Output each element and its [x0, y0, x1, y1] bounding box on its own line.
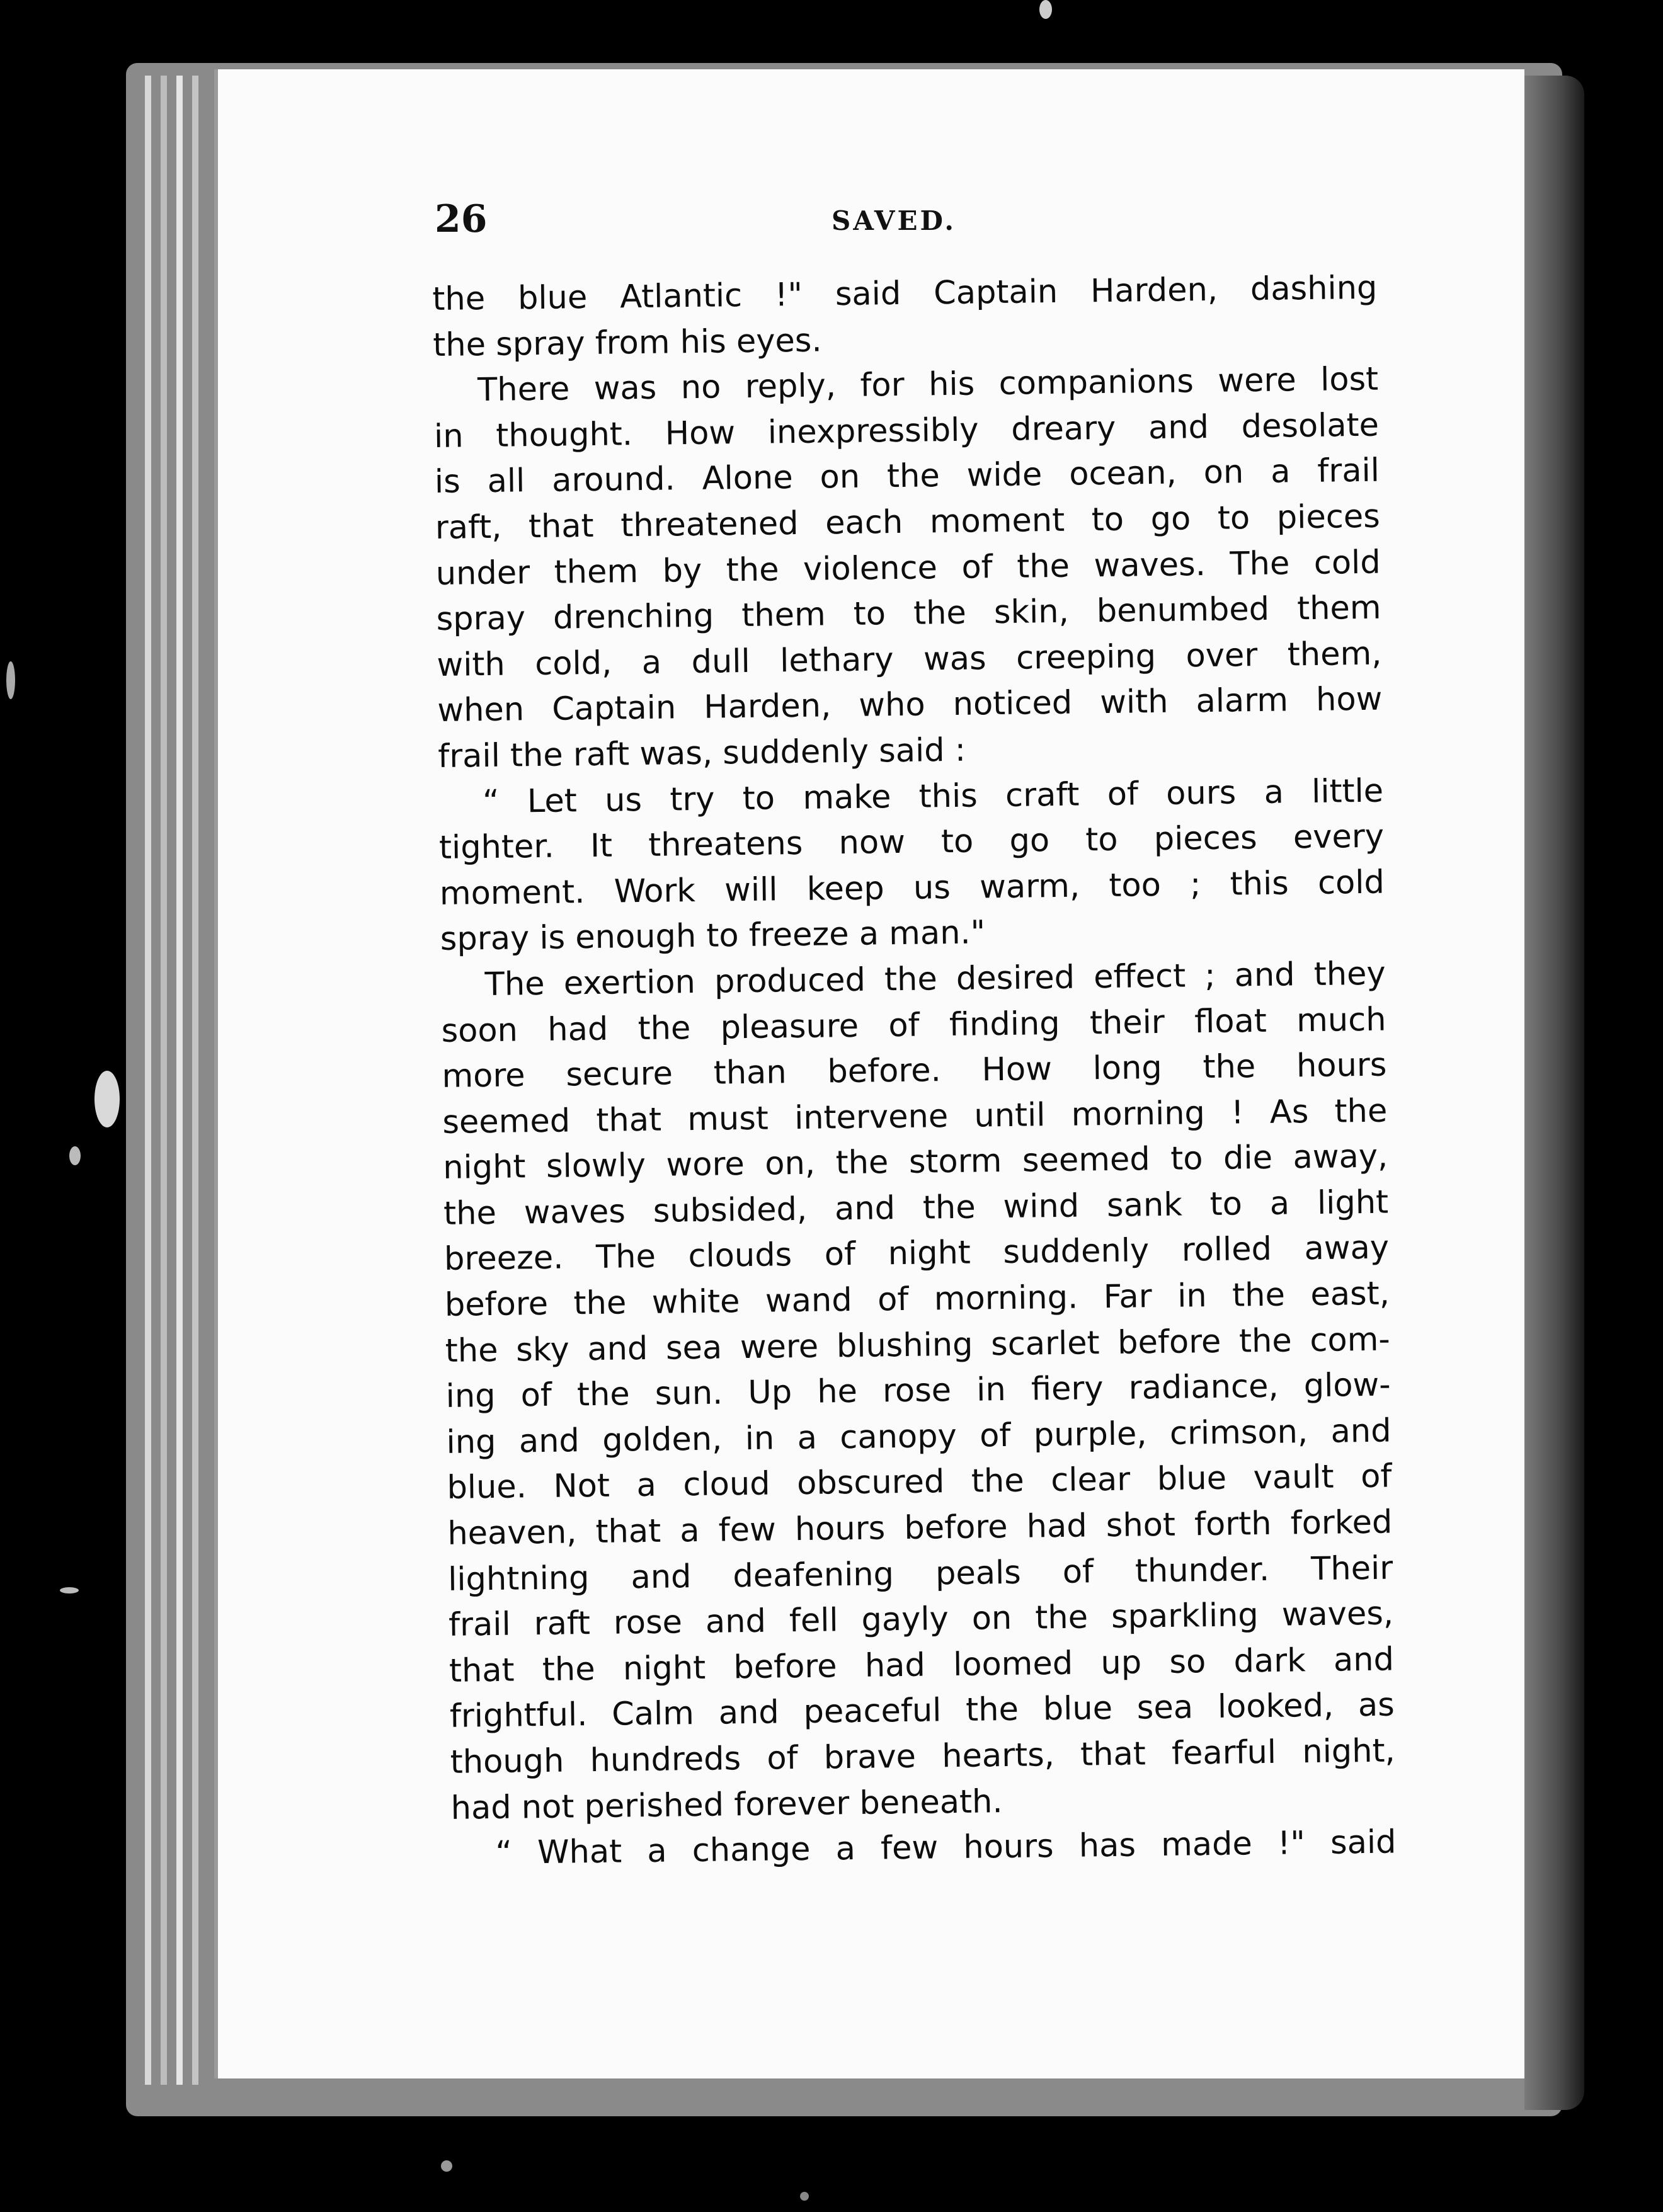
text-line: ing of the sun. Up he rose in fiery radiance, glow- [445, 1366, 1391, 1416]
text-line: with cold, a dull lethary was creeping over them, [437, 635, 1382, 684]
text-line: the waves subsided, and the wind sank to a light [443, 1183, 1389, 1233]
page-number: 26 [435, 197, 488, 241]
text-line: soon had the pleasure of finding their float much [441, 1001, 1386, 1050]
scan-speck [69, 1146, 81, 1165]
text-line: when Captain Harden, who noticed with alarm how [437, 680, 1383, 730]
text-line: under them by the violence of the waves. The cold [435, 544, 1381, 593]
text-line: though hundreds of brave hearts, that fearful night, [450, 1732, 1396, 1781]
text-line: lightning and deafening peals of thunder. Their [447, 1549, 1393, 1599]
gutter-shadow [1524, 76, 1584, 2110]
text-line: is all around. Alone on the wide ocean, on a frail [434, 452, 1380, 501]
text-line: spray is enough to freeze a man." [440, 914, 986, 959]
text-line: “ What a change a few hours has made !" said [495, 1823, 1397, 1873]
text-line: heaven, that a few hours before had shot forth forked [447, 1503, 1393, 1553]
page-edge [145, 76, 151, 2085]
text-line: The exertion produced the desired effect ; and they [484, 955, 1386, 1003]
scan-speck [94, 1071, 120, 1127]
body-text [432, 266, 1397, 1878]
scan-speck [6, 661, 15, 699]
running-title: SAVED. [832, 205, 957, 236]
text-line: spray drenching them to the skin, benumbed them [436, 589, 1381, 639]
text-line: There was no reply, for his companions were lost [477, 360, 1379, 409]
text-line: in thought. How inexpressibly dreary and desolate [433, 406, 1380, 455]
text-line: the sky and sea were blushing scarlet before the com- [445, 1321, 1391, 1370]
text-line: had not perished forever beneath. [450, 1782, 1003, 1827]
text-line: frail the raft was, suddenly said : [437, 731, 966, 775]
page-edge [161, 76, 167, 2085]
page-edge [192, 76, 198, 2085]
text-line: frail raft rose and fell gayly on the sparkling waves, [448, 1595, 1394, 1645]
text-line: “ Let us try to make this craft of ours a little [482, 772, 1384, 821]
text-line: that the night before had loomed up so dark and [449, 1641, 1395, 1690]
text-line: more secure than before. How long the hours [442, 1046, 1387, 1095]
scan-speck [1039, 0, 1052, 19]
page-edge [176, 76, 183, 2085]
text-line: before the white wand of morning. Far in the east, [444, 1275, 1390, 1324]
text-line: raft, that threatened each moment to go to pieces [435, 498, 1381, 547]
text-line: ing and golden, in a canopy of purple, crimson, and [446, 1412, 1392, 1461]
text-line: tighter. It threatens now to go to pieces every [438, 818, 1385, 867]
text-line: moment. Work will keep us warm, too ; this cold [439, 864, 1385, 913]
scan-speck [800, 2192, 809, 2201]
text-line: the blue Atlantic !" said Captain Harden, dashing [432, 269, 1378, 318]
text-line: seemed that must intervene until morning ! As the [442, 1092, 1388, 1141]
text-line: the spray from his eyes. [432, 322, 822, 364]
text-line: frightful. Calm and peaceful the blue sea looked, as [449, 1686, 1395, 1736]
text-line: night slowly wore on, the storm seemed to die away, [442, 1137, 1388, 1187]
text-line: breeze. The clouds of night suddenly rolled away [443, 1229, 1390, 1279]
scan-speck [60, 1587, 79, 1593]
scan-speck [441, 2160, 452, 2172]
text-line: blue. Not a cloud obscured the clear blue vault of [447, 1457, 1392, 1507]
